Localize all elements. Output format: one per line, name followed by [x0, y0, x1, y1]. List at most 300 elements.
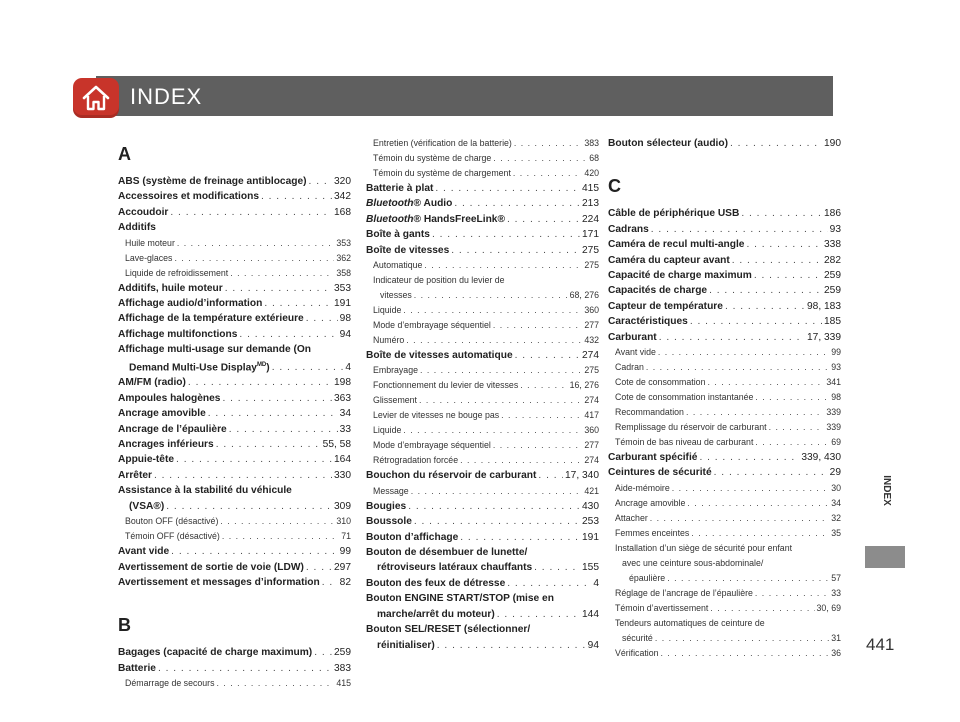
leader-dots [432, 227, 580, 242]
entry-term-text: Avant vide [118, 546, 170, 558]
index-subentry[interactable] [366, 151, 599, 166]
entry-term-text: Tendeurs automatiques de ceinture de [615, 617, 765, 628]
index-entry[interactable] [608, 136, 841, 151]
index-subentry[interactable] [608, 631, 841, 646]
home-button[interactable] [73, 78, 119, 118]
page-reference: 383 [584, 138, 599, 148]
index-entry[interactable] [366, 243, 599, 258]
entry-term [608, 268, 752, 283]
index-subentry[interactable] [608, 586, 841, 601]
entry-term-text: Cote de consommation [615, 377, 706, 388]
page-reference: 55, 58 [322, 439, 351, 451]
entry-term-text: ® HandsFreeLink® [413, 213, 505, 225]
index-entry[interactable] [118, 311, 351, 326]
index-entry[interactable] [366, 622, 599, 637]
page-reference: 338 [824, 239, 841, 251]
page-reference: 339, 430 [801, 452, 841, 464]
index-entry[interactable] [118, 661, 351, 676]
entry-term [615, 601, 708, 616]
index-entry[interactable] [366, 591, 599, 606]
index-subentry[interactable] [608, 571, 841, 586]
index-subentry[interactable] [608, 556, 841, 571]
entry-term [118, 327, 237, 342]
page-reference: 171 [582, 229, 599, 241]
entry-term [615, 511, 648, 526]
entry-term [615, 390, 753, 405]
page-reference: 144 [582, 608, 599, 620]
leader-dots [225, 281, 332, 296]
index-entry[interactable] [366, 560, 599, 575]
entry-term [118, 485, 292, 496]
entry-term [615, 345, 656, 360]
page-reference: 185 [824, 316, 841, 328]
section-spacer [608, 151, 841, 168]
page-reference: 417 [584, 410, 599, 421]
index-entry[interactable] [118, 468, 351, 483]
index-entry[interactable] [608, 314, 841, 329]
page-reference: 358 [336, 267, 351, 278]
page-number: 441 [866, 635, 895, 654]
index-entry[interactable] [366, 499, 599, 514]
entry-term-text: Liquide [373, 425, 402, 436]
entry-term [615, 375, 705, 390]
index-entry[interactable] [608, 450, 841, 465]
index-subentry[interactable] [118, 236, 351, 251]
entry-term-text: Ampoules halogènes [118, 392, 221, 404]
entry-term [615, 543, 792, 553]
index-subentry[interactable] [608, 420, 841, 435]
entry-term [125, 529, 220, 544]
entry-term-text: Recommandation [615, 407, 684, 418]
index-entry[interactable] [118, 499, 351, 514]
page-reference: 224 [582, 213, 599, 225]
leader-dots [158, 661, 332, 676]
entry-term-text: marche/arrêt du moteur) [377, 608, 495, 620]
leader-dots [515, 348, 580, 363]
page-reference: 155 [582, 562, 599, 574]
leader-dots [725, 299, 805, 314]
index-entry[interactable] [366, 607, 599, 622]
entry-term [373, 453, 458, 468]
index-subentry[interactable] [118, 514, 351, 529]
leader-dots [435, 181, 580, 196]
page-reference: 4 [593, 577, 599, 589]
index-entry[interactable] [118, 327, 351, 342]
index-entry[interactable] [118, 560, 351, 575]
leader-dots [216, 676, 334, 691]
section-spacer [118, 590, 351, 607]
entry-term-text: Bougies [366, 500, 407, 512]
entry-term-text: Glissement [373, 395, 417, 406]
page-reference: 36 [831, 647, 841, 658]
index-subentry[interactable] [608, 646, 841, 661]
page-reference: 274 [582, 350, 599, 362]
index-entry[interactable] [118, 296, 351, 311]
index-subentry[interactable] [608, 345, 841, 360]
page-reference: 29 [829, 467, 841, 479]
entry-term-text: Cadran [615, 362, 644, 373]
index-entry[interactable] [118, 422, 351, 437]
entry-term [366, 499, 406, 514]
leader-dots [454, 196, 580, 211]
index-entry[interactable] [608, 330, 841, 345]
entry-term [373, 423, 401, 438]
leader-dots [513, 166, 582, 181]
entry-term [373, 484, 409, 499]
page-reference: 68, 276 [569, 290, 599, 301]
page-reference: 253 [582, 516, 599, 528]
entry-term-text: Batterie à plat [366, 183, 434, 194]
entry-term [373, 275, 505, 285]
entry-term [118, 174, 307, 189]
index-entry[interactable] [366, 181, 599, 196]
leader-dots [229, 422, 338, 437]
entry-term-text: Installation d’un siège de sécurité pour enfant [615, 542, 793, 553]
index-subentry[interactable] [608, 541, 841, 556]
index-entry[interactable] [366, 227, 599, 242]
entry-term [615, 586, 753, 601]
index-entry[interactable] [366, 514, 599, 529]
entry-term [118, 391, 220, 406]
entry-term-text: Bouton SEL/RESET (sélectionner/ [366, 624, 531, 636]
page-reference: 31 [831, 632, 841, 643]
index-subentry[interactable] [608, 616, 841, 631]
entry-term-text: Avant vide [615, 347, 656, 358]
page-reference: 282 [824, 254, 841, 266]
page-reference: 275 [582, 244, 599, 256]
page-reference: 330 [334, 469, 351, 481]
page-reference: 33 [831, 587, 841, 598]
index-entry[interactable] [608, 222, 841, 237]
index-subentry[interactable] [366, 303, 599, 318]
index-entry[interactable] [118, 483, 351, 498]
leader-dots [538, 468, 563, 483]
index-subentry[interactable] [366, 378, 599, 393]
index-subentry[interactable] [608, 405, 841, 420]
page-reference: 430 [582, 500, 599, 512]
index-subentry[interactable] [366, 423, 599, 438]
entry-term-text: Affichage multifonctions [118, 328, 238, 340]
leader-dots [493, 438, 582, 453]
index-entry[interactable] [366, 212, 599, 227]
entry-term-text: sécurité [622, 632, 653, 643]
index-subentry[interactable] [366, 484, 599, 499]
entry-term-text: Ancrage amovible [615, 497, 686, 508]
index-entry[interactable] [608, 206, 841, 221]
index-entry[interactable] [118, 174, 351, 189]
entry-term-text: Bouton d’affichage [366, 531, 459, 543]
index-entry[interactable] [608, 237, 841, 252]
entry-term-text: Assistance à la stabilité du véhicule [118, 485, 292, 497]
page-reference: 342 [334, 191, 351, 203]
leader-dots [306, 311, 338, 326]
leader-dots [699, 450, 799, 465]
index-subentry[interactable] [366, 166, 599, 181]
page-reference: 198 [334, 377, 351, 389]
index-subentry[interactable] [366, 273, 599, 288]
entry-term-text: Capacité de charge maximum [608, 270, 752, 282]
entry-term-text: Boussole [366, 516, 412, 528]
entry-term [373, 393, 417, 408]
index-subentry[interactable] [608, 375, 841, 390]
index-subentry[interactable] [366, 333, 599, 348]
page-reference: 360 [584, 305, 599, 316]
leader-dots [437, 638, 586, 653]
entry-term-text: AM/FM (radio) [118, 377, 186, 389]
index-subentry[interactable] [608, 481, 841, 496]
index-entry[interactable] [118, 645, 351, 660]
page-reference: 277 [584, 320, 599, 331]
leader-dots [769, 420, 825, 435]
index-subentry[interactable] [366, 363, 599, 378]
index-subentry[interactable] [118, 251, 351, 266]
leader-dots [746, 237, 822, 252]
entry-term-text: Liquide [373, 305, 402, 316]
index-entry[interactable] [608, 253, 841, 268]
index-entry[interactable] [118, 575, 351, 590]
entry-term-text: Huile moteur [125, 237, 175, 248]
leader-dots [501, 408, 582, 423]
index-entry[interactable] [118, 358, 351, 376]
entry-term-text: Liquide de refroidissement [125, 267, 229, 278]
entry-term [118, 189, 259, 204]
entry-term [615, 435, 753, 450]
leader-dots [403, 423, 582, 438]
leader-dots [714, 465, 828, 480]
leader-dots [414, 514, 580, 529]
entry-term [608, 330, 657, 345]
index-entry[interactable] [118, 342, 351, 357]
entry-term-text: Affichage audio/d’information [118, 298, 263, 310]
entry-term-text: Affichage multi-usage sur demande (On [118, 344, 312, 356]
entry-term [118, 205, 168, 220]
entry-term-text: Affichage de la température extérieure [118, 313, 304, 325]
entry-term [366, 212, 505, 227]
page-reference: 415 [582, 183, 599, 194]
entry-term-text: Démarrage de secours [125, 678, 215, 689]
entry-term-text: Accoudoir [118, 206, 169, 218]
index-subentry[interactable] [366, 136, 599, 151]
index-entry[interactable] [118, 220, 351, 235]
side-tab-marker[interactable] [865, 546, 905, 568]
index-entry[interactable] [366, 638, 599, 653]
index-entry[interactable] [608, 465, 841, 480]
page-reference: 213 [582, 198, 599, 210]
leader-dots [646, 360, 829, 375]
entry-term-text: Témoin du système de chargement [373, 168, 511, 178]
index-subentry[interactable] [608, 601, 841, 616]
index-entry[interactable] [366, 576, 599, 591]
index-subentry[interactable] [118, 266, 351, 281]
side-tab-label: INDEX [880, 474, 892, 506]
index-subentry[interactable] [608, 526, 841, 541]
index-entry[interactable] [366, 348, 599, 363]
entry-term [118, 437, 214, 452]
index-entry[interactable] [118, 437, 351, 452]
leader-dots [420, 363, 582, 378]
entry-term [380, 288, 412, 303]
leader-dots [411, 484, 583, 499]
page-reference: 191 [582, 531, 599, 543]
leader-dots [667, 571, 829, 586]
entry-term-text: Ceintures de sécurité [608, 467, 712, 479]
index-entry[interactable] [118, 189, 351, 204]
entry-term-text: ABS (système de freinage antiblocage) [118, 176, 307, 187]
entry-term-text: Bagages (capacité de charge maximum) [118, 647, 313, 659]
entry-term-text: réinitialiser) [377, 639, 435, 651]
entry-term [373, 438, 491, 453]
entry-term [373, 363, 418, 378]
index-subentry[interactable] [366, 318, 599, 333]
index-subentry[interactable] [366, 453, 599, 468]
page-reference: 30, 69 [816, 602, 841, 613]
entry-term [615, 360, 644, 375]
page-reference: 32 [831, 512, 841, 523]
page-reference: 191 [334, 298, 351, 310]
index-entry[interactable] [608, 283, 841, 298]
entry-term-text: Additifs, huile moteur [118, 282, 223, 294]
entry-term-text: Cote de consommation instantanée [615, 392, 754, 403]
entry-term-text: Carburant [608, 331, 657, 343]
entry-term-italic: Bluetooth [366, 198, 414, 210]
entry-term-text: Capacités de charge [608, 285, 708, 297]
entry-term-italic: Bluetooth [366, 213, 414, 225]
page-reference: 297 [334, 561, 351, 573]
index-entry[interactable] [118, 452, 351, 467]
page-reference: 17, 339 [807, 331, 841, 343]
page-title: INDEX [130, 84, 203, 109]
index-column-1 [118, 136, 351, 691]
page-reference: 98 [339, 313, 351, 325]
index-subentry[interactable] [366, 393, 599, 408]
entry-term [366, 530, 458, 545]
index-entry[interactable] [118, 406, 351, 421]
leader-dots [460, 453, 582, 468]
index-subentry[interactable] [608, 360, 841, 375]
index-entry[interactable] [118, 375, 351, 390]
entry-term [622, 631, 653, 646]
entry-term [118, 575, 320, 590]
index-entry[interactable] [608, 299, 841, 314]
entry-term-text: Témoin OFF (désactivé) [125, 531, 220, 542]
page-reference: 360 [584, 425, 599, 436]
section-letter: C [608, 176, 621, 197]
entry-term [615, 420, 767, 435]
entry-term [608, 450, 697, 465]
leader-dots [314, 645, 332, 660]
index-entry[interactable] [118, 281, 351, 296]
page-reference: 93 [829, 223, 841, 235]
leader-dots [659, 330, 805, 345]
entry-term-text: Femmes enceintes [615, 527, 690, 538]
leader-dots [177, 236, 334, 251]
index-subentry[interactable] [118, 529, 351, 544]
page-reference: 309 [334, 500, 351, 512]
index-entry[interactable] [118, 205, 351, 220]
page-reference: 277 [584, 440, 599, 451]
entry-term-text: épaulière [629, 572, 666, 583]
index-subentry[interactable] [366, 408, 599, 423]
entry-term [366, 576, 505, 591]
entry-term-text: Rétrogradation forcée [373, 455, 459, 466]
entry-term-text: Ancrages inférieurs [118, 439, 214, 451]
entry-term [118, 344, 311, 355]
leader-dots [403, 303, 582, 318]
index-entry[interactable] [118, 544, 351, 559]
entry-term-text: Bouton des feux de détresse [366, 577, 506, 589]
entry-term [118, 311, 304, 326]
page-reference: 98, 183 [807, 300, 841, 312]
entry-term-text: Ancrage amovible [118, 408, 206, 420]
index-subentry[interactable] [608, 496, 841, 511]
page-reference: 432 [584, 335, 599, 346]
index-entry[interactable] [608, 268, 841, 283]
leader-dots [507, 212, 580, 227]
entry-term [608, 222, 649, 237]
index-entry[interactable] [366, 196, 599, 211]
index-subentry[interactable] [366, 258, 599, 273]
index-subentry[interactable] [118, 676, 351, 691]
index-subentry[interactable] [608, 511, 841, 526]
entry-term-text: Batterie [118, 662, 156, 674]
entry-term [118, 645, 312, 660]
entry-term [118, 281, 223, 296]
entry-term-text: Ancrage de l’épaulière [118, 423, 227, 435]
leader-dots [493, 151, 587, 166]
leader-dots [414, 288, 568, 303]
entry-term-text: Embrayage [373, 365, 418, 376]
entry-term-text: Capteur de température [608, 300, 723, 312]
index-subentry[interactable] [608, 390, 841, 405]
index-column-2 [366, 136, 599, 653]
index-entry[interactable] [118, 391, 351, 406]
entry-term-text: Indicateur de position du levier de [373, 275, 505, 286]
entry-term [366, 593, 554, 604]
entry-term [125, 676, 214, 691]
page-reference: 363 [334, 392, 351, 404]
page-reference: 259 [334, 647, 351, 659]
leader-dots [497, 607, 580, 622]
page-reference: 68 [589, 153, 599, 163]
index-subentry[interactable] [366, 288, 599, 303]
page-reference: 190 [824, 138, 841, 149]
index-entry[interactable] [366, 545, 599, 560]
index-entry[interactable] [366, 530, 599, 545]
index-entry[interactable] [366, 468, 599, 483]
entry-term [615, 405, 684, 420]
page-reference: 320 [334, 176, 351, 187]
page-reference: 259 [824, 285, 841, 297]
entry-term [608, 136, 728, 151]
leader-dots [730, 136, 822, 151]
entry-term [615, 496, 685, 511]
entry-term [615, 526, 689, 541]
entry-term-text: Boîte à gants [366, 229, 430, 241]
entry-superscript: MD [256, 361, 267, 368]
entry-term-text: Bouton de désembuer de lunette/ [366, 547, 528, 559]
index-subentry[interactable] [366, 438, 599, 453]
entry-term [622, 558, 763, 568]
entry-term [608, 299, 723, 314]
leader-dots [406, 333, 582, 348]
page-reference: 415 [336, 678, 351, 689]
entry-term-text: Avertissement de sortie de voie (LDW) [118, 561, 304, 573]
entry-term-text: Vérification [615, 647, 659, 658]
index-subentry[interactable] [608, 435, 841, 450]
leader-dots [272, 360, 344, 375]
entry-term-text: Levier de vitesses ne bouge pas [373, 410, 500, 421]
page-reference: 69 [831, 437, 841, 448]
